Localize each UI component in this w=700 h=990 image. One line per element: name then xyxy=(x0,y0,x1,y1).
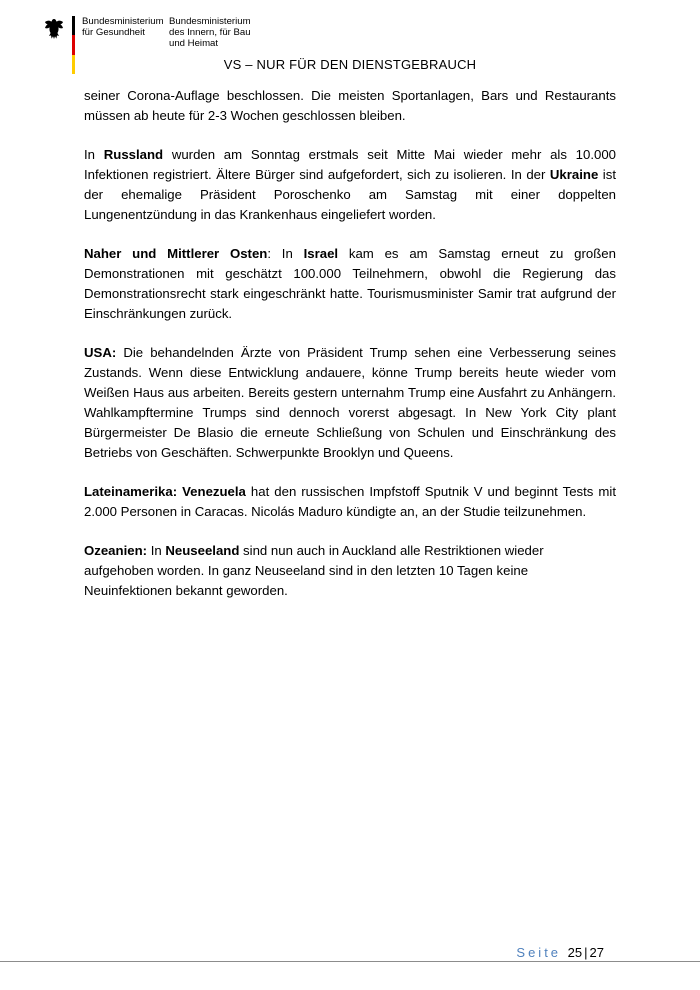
page-number xyxy=(516,945,604,960)
text-run: : In xyxy=(267,246,304,261)
text-run: In xyxy=(147,543,166,558)
classification-label: VS – NUR FÜR DEN DIENSTGEBRAUCH xyxy=(223,57,477,72)
paragraph xyxy=(84,244,616,324)
ministry-interior-line-3: und Heimat xyxy=(169,38,219,49)
bold-text: Ozeanien: xyxy=(84,543,148,558)
text-run: ist der ehemalige Präsident Poroschenko am Samstag mit einer doppelten Lungenentzündung in das Krankenhaus eingeliefert worden. xyxy=(84,167,616,222)
text-run: hat den russischen Impfstoff Sputnik V und beginnt Tests mit 2.000 Personen in Caracas. Nicolás Maduro kündigte an, an der Studie teilzunehmen. xyxy=(84,484,616,519)
ministry-health-line-2: für Gesundheit xyxy=(82,27,145,38)
ministry-interior-line-2: des Innern, für Bau xyxy=(169,27,251,38)
page-total: 27 xyxy=(589,945,604,960)
ministry-health-name xyxy=(82,16,164,38)
text-run: Die behandelnden Ärzte von Präsident Trump sehen eine Verbesserung seines Zustands. Wenn diese Entwicklung andauere, könne Trump bereits heute wieder vom Weißen Haus aus arbeiten. Bereits gestern unternahm Trump eine Ausfahrt zu Anhängern. Wahlkampftermine Trumps sind dennoch vorerst abgesagt. In New York City plant Bürgermeister De Blasio die erneute Schließung von Schulen und Einschränkung des Betriebs von Geschäften. Schwerpunkte Brooklyn und Queens. xyxy=(84,345,616,460)
bold-text: Naher und Mittlerer Osten xyxy=(84,246,268,261)
paragraph xyxy=(84,86,616,126)
bold-text: Russland xyxy=(103,147,164,162)
text-run: In xyxy=(84,147,104,162)
federal-eagle-icon xyxy=(44,18,64,40)
footer-divider xyxy=(0,961,700,962)
paragraph xyxy=(84,541,616,601)
bold-text: Israel xyxy=(303,246,339,261)
paragraph xyxy=(84,145,616,225)
bold-text: Lateinamerika: Venezuela xyxy=(84,484,246,499)
text-run: kam es am Samstag erneut zu großen Demonstrationen mit geschätzt 100.000 Teilnehmern, obwohl die Regierung das Demonstrationsrecht stark eingeschränkt hatte. Tourismusminister Samir trat aufgrund der Einschränkungen zurück. xyxy=(84,246,616,321)
text-run: seiner Corona-Auflage beschlossen. Die meisten Sportanlagen, Bars und Restaurants müssen ab heute für 2-3 Wochen geschlossen bleiben. xyxy=(84,88,616,123)
paragraph xyxy=(84,343,616,463)
text-run: sind nun auch in Auckland alle Restriktionen wieder aufgehoben worden. In ganz Neuseeland sind in den letzten 10 Tagen keine Neuinfektionen bekannt geworden. xyxy=(84,543,544,598)
page-current: 25 xyxy=(567,945,583,960)
document-body xyxy=(84,86,616,620)
ministry-interior-name xyxy=(169,16,251,49)
bold-text: USA: xyxy=(84,345,117,360)
paragraph xyxy=(84,482,616,522)
text-run: wurden am Sonntag erstmals seit Mitte Mai wieder mehr als 10.000 Infektionen registriert. Ältere Bürger sind aufgefordert, sich zu isolieren. In der xyxy=(84,147,616,182)
ministry-interior-line-1: Bundesministerium xyxy=(169,16,251,27)
ministry-health-line-1: Bundesministerium xyxy=(82,16,164,27)
page-label: Seite xyxy=(516,945,562,960)
bold-text: Ukraine xyxy=(549,167,599,182)
bold-text: Neuseeland xyxy=(165,543,240,558)
page-separator: | xyxy=(584,945,588,960)
